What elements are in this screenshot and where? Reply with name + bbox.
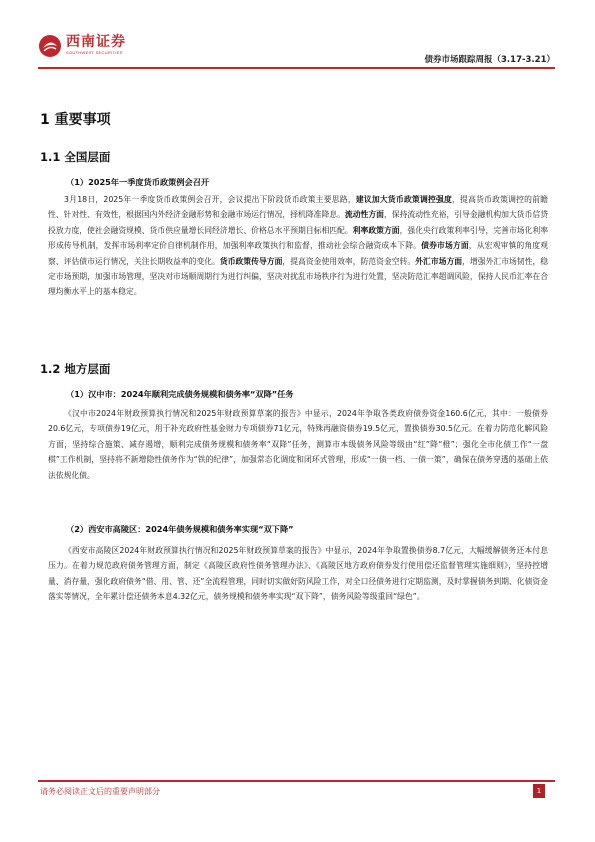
bold-text-segment: 债券市场方面 bbox=[421, 241, 469, 251]
text-segment: 3月18日，2025年一季度货币政策例会召开，会议提出下阶段货币政策主要思路， bbox=[64, 195, 356, 204]
page-number: 1 bbox=[533, 784, 545, 798]
logo-mark-icon bbox=[38, 34, 62, 58]
section-heading-1: 1 重要事项 bbox=[40, 112, 111, 128]
text-segment: ，增强外汇市场韧性，稳定市场预期，加强市场管理，坚决对市场顺周期行为进行纠偏，坚决对扰乱市场秩序行为进行处置，坚决防范汇率超调风险，保持人民币汇率在合理均衡水平上的基本稳定。 bbox=[48, 256, 549, 297]
report-title: 债券市场跟踪周报（3.17-3.21） bbox=[424, 55, 555, 65]
logo-name-en: SOUTHWEST SECURITIES bbox=[66, 50, 123, 55]
item-heading-hanzhong: （1）汉中市：2024年顺利完成债务规模和债务率“双降”任务 bbox=[66, 389, 294, 399]
bold-text-segment: 外汇市场方面 bbox=[415, 256, 463, 266]
header-divider bbox=[38, 67, 555, 69]
section-heading-1-2: 1.2 地方层面 bbox=[40, 362, 111, 376]
logo-name-cn: 西南证券 bbox=[66, 34, 126, 50]
company-logo bbox=[38, 34, 126, 58]
text-segment: ，从宏观审慎的角度观察、评估债市运行情况，关注长期收益率的变化。 bbox=[48, 241, 549, 266]
paragraph-gaoling: 《西安市高陵区2024年财政预算执行情况和2025年财政预算草案的报告》中显示，2024年争取置换债券8.7亿元，大幅缓解债务还本付息压力。在着力规范政府债务管理方面，制定《高陵区政府性债务管理办法》、《高陵区地方政府债券发行使用偿还监督管理实施细则》，坚持控增量、消存量，强化政府债务“借、用、管、还”全流程管理，同时切实做好防风险工作，对全口径债务进行定期监测，及时掌握债务到期、化债资金落实等情况，全年累计偿还债务本息4.32亿元，债务规模和债务率实现“双下降”，债务风险等级重回“绿色”。 bbox=[48, 546, 548, 602]
page-header bbox=[38, 30, 555, 70]
footer-divider bbox=[38, 780, 555, 782]
bold-text-segment: 流动性方面 bbox=[344, 210, 384, 220]
item-heading-monetary-meeting: （1）2025年一季度货币政策例会召开 bbox=[66, 177, 210, 187]
text-segment: ，保持流动性充裕，引导金融机构加大货币信贷投放力度，使社会融资规模、货币供应量增长同经济增长、价格总水平预期目标相匹配。 bbox=[48, 210, 549, 235]
paragraph-monetary-meeting bbox=[48, 192, 548, 300]
text-segment: ，提高资金使用效率，防范资金空转。 bbox=[282, 256, 416, 266]
disclaimer-note: 请务必阅读正文后的重要声明部分 bbox=[40, 787, 160, 796]
section-heading-1-1: 1.1 全国层面 bbox=[40, 150, 111, 164]
text-segment: ，强化央行政策利率引导，完善市场化利率形成传导机制，发挥市场利率定价自律机制作用，加强利率政策执行和监督，推动社会综合融资成本下降。 bbox=[48, 225, 549, 251]
paragraph-hanzhong: 《汉中市2024年财政预算执行情况和2025年财政预算草案的报告》中显示，2024年争取各类政府债券资金160.6亿元，其中：一般债券20.6亿元，专项债券19亿元，用于补充政府性基金财力专项债券71亿元，特殊再融资债券19.5亿元，置换债券30.5亿元。在着力防范化解风险方面，坚持综合施策、减存遏增，顺利完成债务规模和债务率“双降”任务，测算市本级债务风险等级由“红”降“橙”；强化全市化债工作“一盘棋”工作机制，坚持将不新增隐性债务作为“铁的纪律”，加强常态化调度和闭环式管理，形成“一债一档、一债一策”，确保在债务穿透的基础上依法依规化债。 bbox=[48, 409, 548, 480]
item-heading-gaoling: （2）西安市高陵区：2024年债务规模和债务率实现“双下降” bbox=[66, 524, 294, 534]
bold-text-segment: 建议加大货币政策调控强度 bbox=[355, 195, 453, 204]
bold-text-segment: 利率政策方面 bbox=[352, 225, 400, 235]
text-segment: ，提高货币政策调控的前瞻性、针对性、有效性，根据国内外经济金融形势和金融市场运行情况，择机降准降息。 bbox=[48, 195, 549, 220]
bold-text-segment: 货币政策传导方面 bbox=[219, 256, 283, 266]
